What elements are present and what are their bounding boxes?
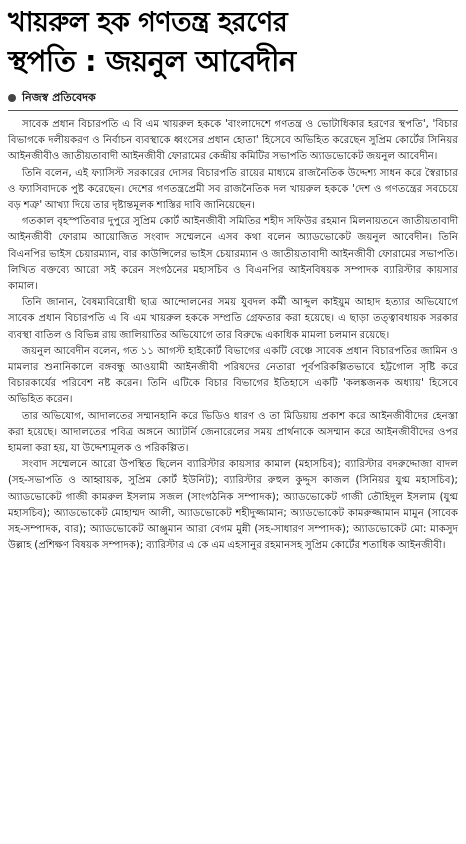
byline-row	[8, 90, 458, 106]
paragraph-3: গতকাল বৃহস্পতিবার দুপুরে সুপ্রিম কোর্ট আইনজীবী সমিতির শহীদ সফিউর রহমান মিলনায়তনে জাতীয়তাবাদী আইনজীবী ফোরাম আয়োজিত সংবাদ সম্মেলনে এসব কথা বলেন অ্যাডভোকেট জয়নুল আবেদীন। তিনি বিএনপির ভাইস চেয়ারম্যান, বার কাউন্সিলের ভাইস চেয়ারম্যান ও জাতীয়তাবাদী আইনজীবী ফোরামের সভাপতি। লিখিত বক্তব্যে আরো সই করেন সংগঠনের মহাসচিব ও বিএনপির আইনবিষয়ক সম্পাদক ব্যারিস্টার কায়সার কামাল।	[8, 216, 458, 293]
headline-line-2: স্থপতি : জয়নুল আবেদীন	[8, 44, 296, 78]
paragraph-7: সংবাদ সম্মেলনে আরো উপস্থিত ছিলেন ব্যারিস্টার কায়সার কামাল (মহাসচিব); ব্যারিস্টার বদরুদ্দোজা বাদল (সহ-সভাপতি ও আহ্বায়ক, সুপ্রিম কোর্ট ইউনিট); ব্যারিস্টার রুহুল কুদ্দুস কাজল (সিনিয়র যুগ্ম মহাসচিব); অ্যাডভোকেট গাজী কামরুল ইসলাম সজল (সাংগঠনিক সম্পাদক); অ্যাডভোকেট গাজী তৌহিদুল ইসলাম (যুগ্ম মহাসচিব); অ্যাডভোকেট মোহাম্মদ আলী, অ্যাডভোকেট শহীদুজ্জামান; অ্যাডভোকেট কামরুজ্জামান মামুন (সাবেক সহ-সম্পাদক, বার); অ্যাডভোকেট আঞ্জুমান আরা বেগম মুন্নী (সহ-সাধারণ সম্পাদক); অ্যাডভোকেট মো: মাকসুদ উল্লাহ (প্রশিক্ষণ বিষয়ক সম্পাদক); ব্যারিস্টার এ কে এম এহসানুর রহমানসহ সুপ্রিম কোর্টের শতাধিক আইনজীবী।	[8, 459, 458, 552]
divider	[8, 110, 458, 111]
byline: নিজস্ব প্রতিবেদক	[22, 90, 96, 104]
bullet-icon	[8, 94, 16, 102]
paragraph-2: তিনি বলেন, এই ফ্যাসিস্ট সরকারের দোসর বিচারপতি রায়ের মাধ্যমে রাজনৈতিক উদ্দেশ্য সাধন করে স্বৈরাচার ও ফ্যাসিবাদকে পুষ্ট করেছেন। দেশের গণতন্ত্রপ্রেমী সব রাজনৈতিক দল খায়রুল হককে 'দেশ ও গণতন্ত্রের সবচেয়ে বড় শত্রু' আখ্যা দিয়ে তার দৃষ্টান্তমূলক শাস্তির দাবি জানিয়েছেন।	[8, 167, 458, 212]
headline-line-1: খায়রুল হক গণতন্ত্র হরণের	[8, 7, 288, 38]
paragraph-1: সাবেক প্রধান বিচারপতি এ বি এম খায়রুল হককে 'বাংলাদেশে গণতন্ত্র ও ভোটাধিকার হরণের স্থপতি', 'বিচার বিভাগকে দলীয়করণ ও নির্বাচন ব্যবস্থাকে ধ্বংসের প্রধান হোতা' হিসেবে অভিহিত করেছেন সুপ্রিম কোর্টের সিনিয়র আইনজীবীও জাতীয়তাবাদী আইনজীবী ফোরামের কেন্দ্রীয় কমিটির সভাপতি অ্যাডভোকেট জয়নুল আবেদীন।	[8, 119, 458, 163]
headline	[8, 4, 458, 80]
article-body	[8, 117, 458, 554]
paragraph-6: তার অভিযোগ, আদালতের সম্মানহানি করে ভিডিও ধারণ ও তা মিডিয়ায় প্রকাশ করে আইনজীবীদের হেনস্তা করা হয়েছে। আদালতের পবিত্র অঙ্গনে অ্যাটর্নি জেনারেলের সময় প্রার্থনাকে অসম্মান করে আইনজীবীদের ওপর হামলা করা হয়, যা উদ্দেশ্যমূলক ও পরিকল্পিত।	[8, 410, 458, 455]
paragraph-5: জয়নুল আবেদীন বলেন, গত ১১ আগস্ট হাইকোর্ট বিভাগের একটি বেঞ্চে সাবেক প্রধান বিচারপতির জামিন ও মামলার শুনানিকালে বঙ্গবন্ধু আওয়ামী আইনজীবী পরিষদের নেতারা পূর্বপরিকল্পিতভাবে হট্টগোল সৃষ্টি করে বিচারকার্যের পরিবেশ নষ্ট করেন। তিনি এটিকে বিচার বিভাগের ইতিহাসে একটি 'কলঙ্কজনক অধ্যায়' হিসেবে অভিহিত করেন।	[8, 345, 458, 406]
paragraph-4: তিনি জানান, বৈষম্যবিরোধী ছাত্র আন্দোলনের সময় যুবদল কর্মী আব্দুল কাইয়ুম আহাদ হত্যার অভিযোগে সাবেক প্রধান বিচারপতি এ বি এম খায়রুল হককে সম্প্রতি গ্রেফতার করা হয়েছে। এ ছাড়া তত্ত্বাবধায়ক সরকার ব্যবস্থা বাতিল ও বিভিন্ন রায় জালিয়াতির অভিযোগে তার বিরুদ্ধে একাধিক মামলা চলমান রয়েছে।	[8, 297, 458, 341]
